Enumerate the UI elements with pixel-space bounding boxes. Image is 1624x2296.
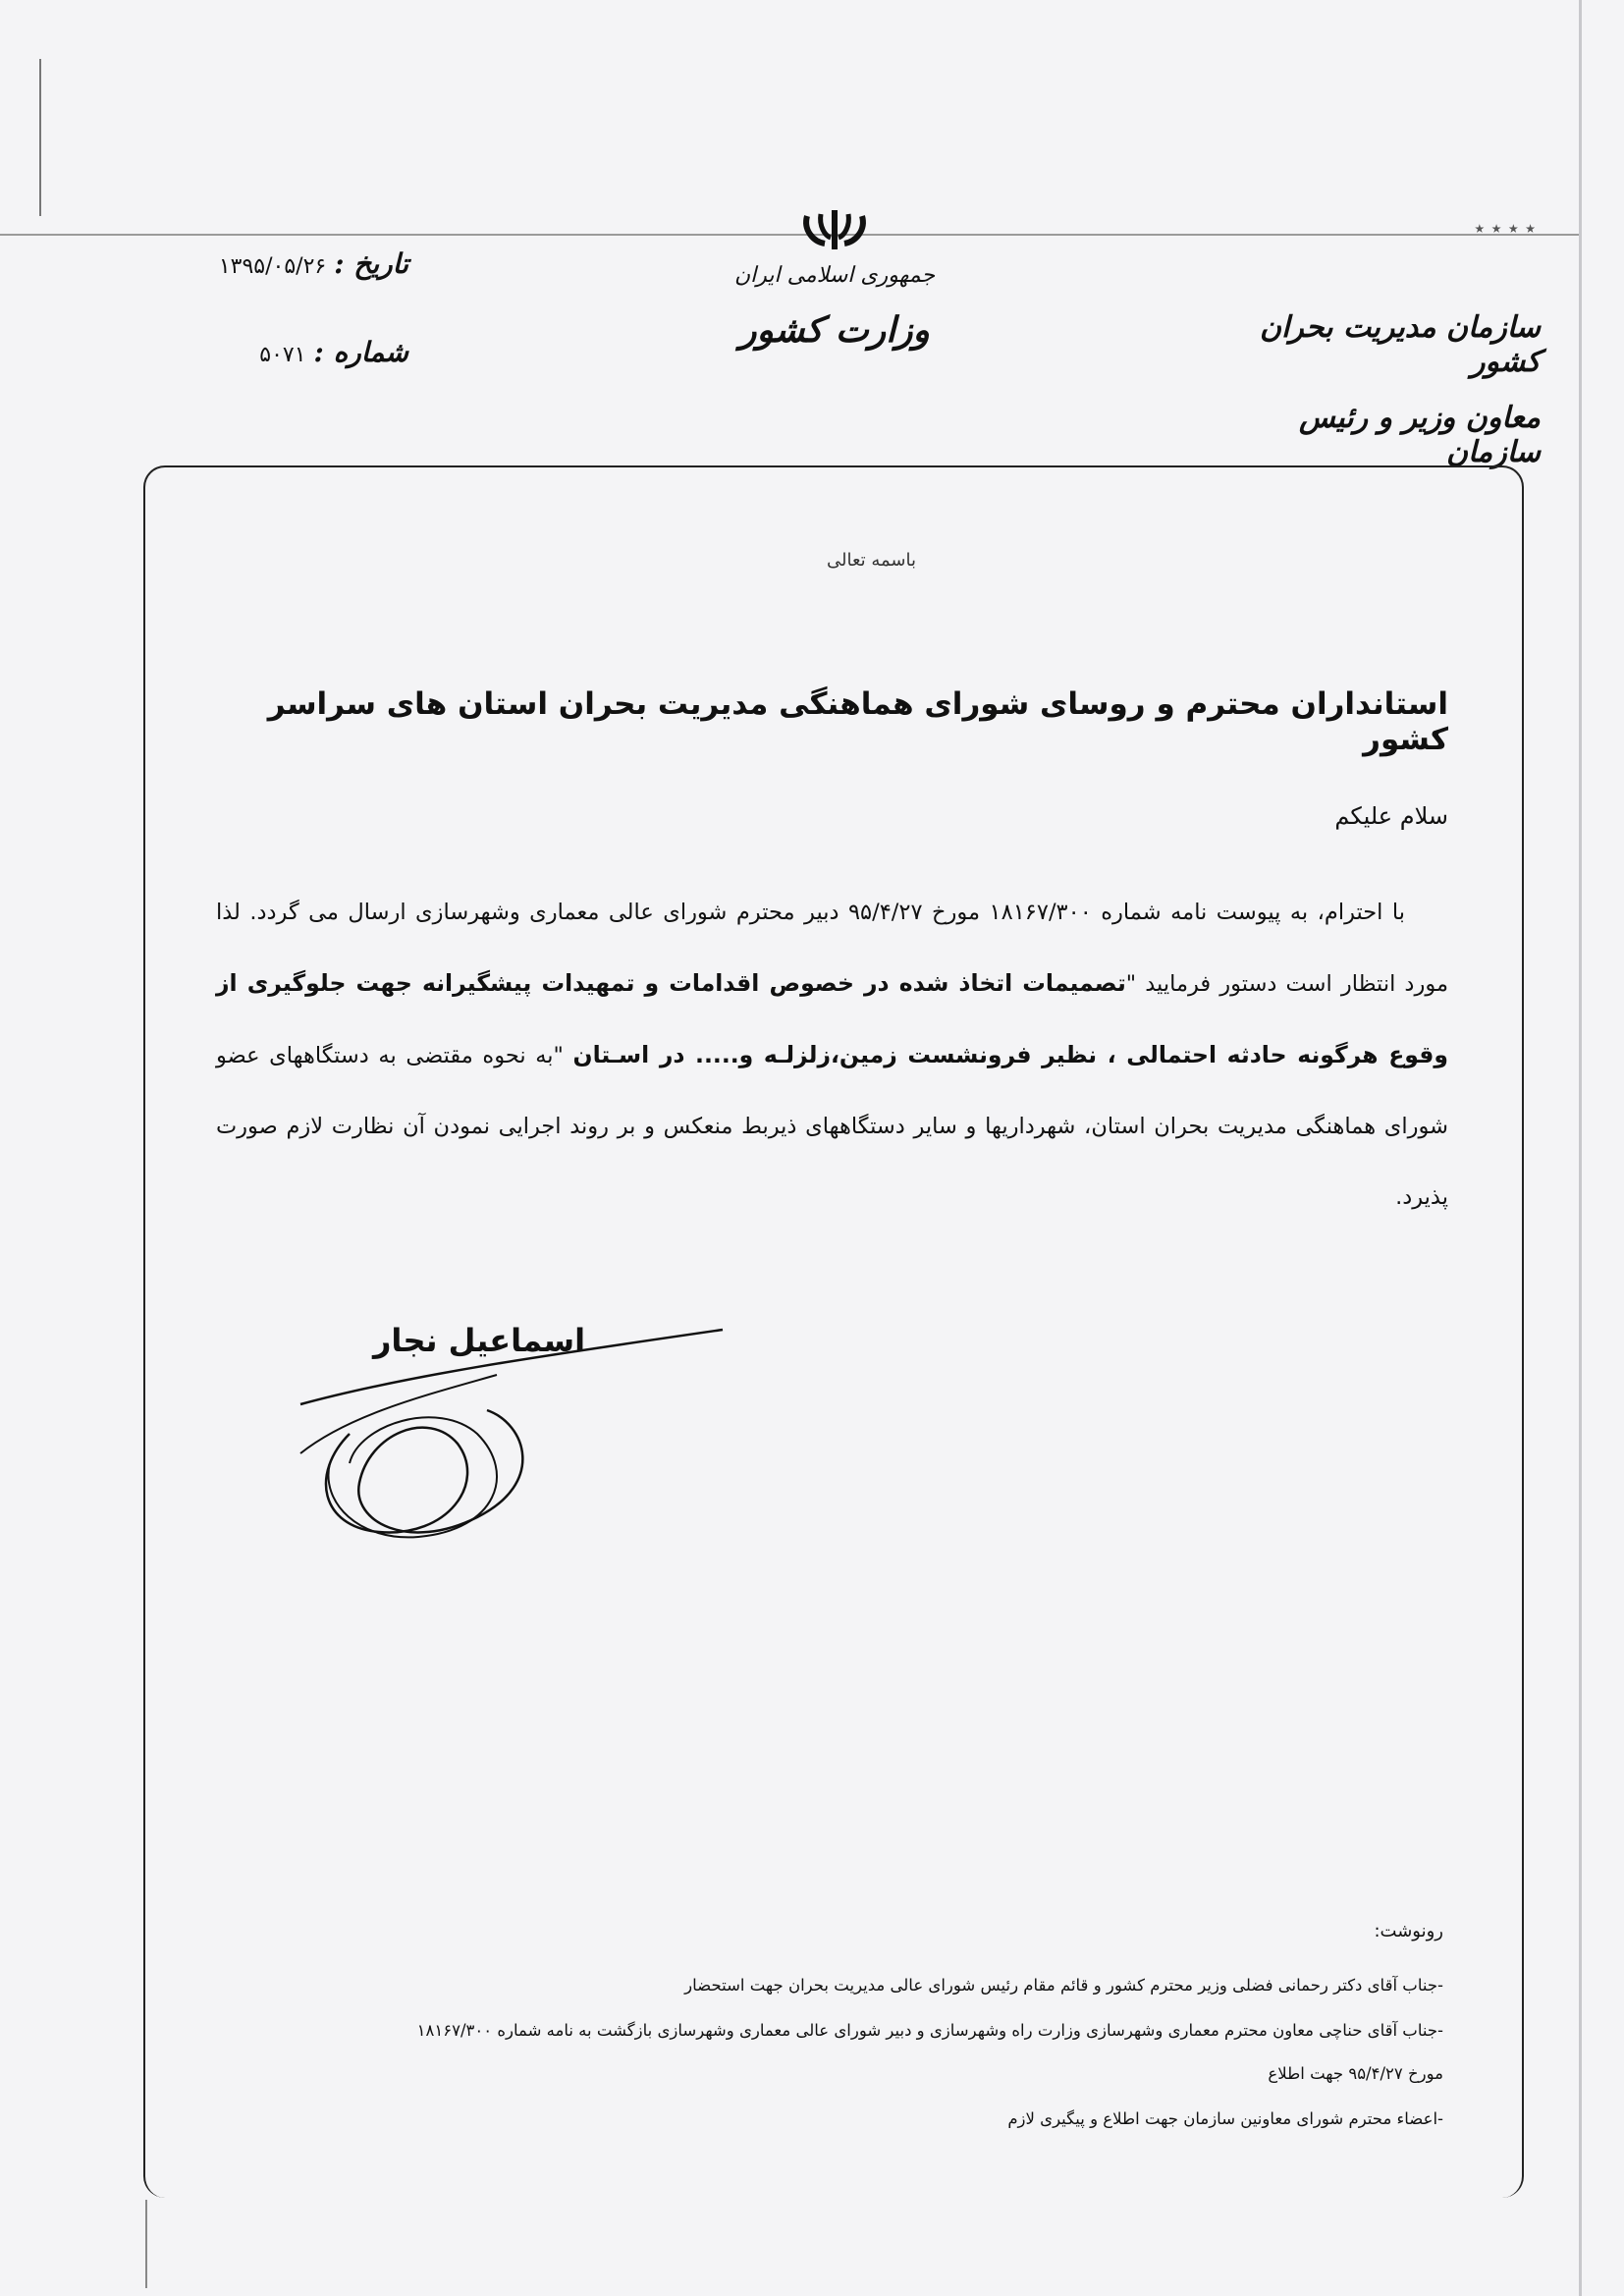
date-value: ۱۳۹۵/۰۵/۲۶: [218, 254, 327, 279]
signatory-name: اسماعیل نجار: [373, 1322, 586, 1359]
body-text: با احترام، به پیوست نامه شماره ۱۸۱۶۷/۳۰۰ مورخ ۹۵/۴/۲۷ دبیر محترم شورای عالی معماری وشهرسازی ارسال می گردد. لذا مورد انتظار است دستور فرمایید ": [216, 900, 1448, 997]
cc-item-continuation: مورخ ۹۵/۴/۲۷ جهت اطلاع: [1268, 2064, 1443, 2083]
number-label: شماره :: [313, 336, 408, 368]
cc-item: -جناب آقای دکتر رحمانی فضلی وزیر محترم کشور و قائم مقام رئیس شورای عالی مدیریت بحران جهت استحضار: [684, 1976, 1443, 1995]
date-label: تاریخ :: [334, 247, 408, 280]
scan-artifact-edge: [145, 2200, 147, 2288]
scan-artifact-edge: [1579, 0, 1582, 2296]
letter-body: [216, 550, 1448, 1255]
cc-title: رونوشت:: [1374, 1921, 1443, 1941]
cc-item: -جناب آقای حناچی معاون محترم معماری وشهرسازی وزارت راه وشهرسازی و دبیر شورای عالی معماری وشهرسازی بازگشت به نامه شماره ۱۸۱۶۷/۳۰۰: [416, 2021, 1443, 2040]
basmala: باسمه تعالی: [826, 550, 917, 571]
organization-name: سازمان مدیریت بحران کشور: [1259, 310, 1541, 379]
cc-item: -اعضاء محترم شورای معاونین سازمان جهت اطلاع و پیگیری لازم: [1007, 2109, 1443, 2128]
body-paragraph: [216, 877, 1448, 1232]
number-row: [173, 336, 408, 375]
header-ministry: [707, 263, 962, 351]
letter-meta: [173, 247, 408, 375]
body-text: "به نحوه مقتضی به دستگاههای عضو شورای هماهنگی مدیریت بحران استان، شهرداریها و سایر دستگاههای ذیربط منعکس و بر روند اجرایی نمودن آن نظارت لازم صورت پذیرد.: [216, 1043, 1448, 1210]
header-organization: [1217, 216, 1541, 469]
republic-name: جمهوری اسلامی ایران: [733, 263, 936, 288]
body-bold-text: تصمیمات اتخاذ شده در خصوص اقدامات و تمهیدات پیشگیرانه جهت جلوگیری از وقوع هرگونه حادثه احتمالی ، نظیر فرونشست زمین،زلزلـه و..... در اسـتان: [216, 969, 1448, 1068]
number-value: ۵۰۷۱: [259, 343, 306, 367]
greeting: سلام علیکم: [1334, 802, 1448, 830]
carbon-copy-list: [163, 1921, 1443, 2150]
recipient: استانداران محترم و روسای شورای هماهنگی مدیریت بحران استان های سراسر کشور: [267, 686, 1448, 757]
scan-artifact-line: [0, 234, 1581, 236]
date-row: [173, 247, 408, 287]
signature-icon: [291, 1316, 742, 1552]
national-emblem-icon: [795, 206, 874, 255]
organization-title: معاون وزیر و رئیس سازمان: [1298, 401, 1541, 469]
handwritten-mark: ٭ ٭ ٭ ٭: [1474, 216, 1536, 240]
scan-artifact-edge: [39, 59, 41, 216]
ministry-name: وزارت کشور: [739, 309, 930, 351]
